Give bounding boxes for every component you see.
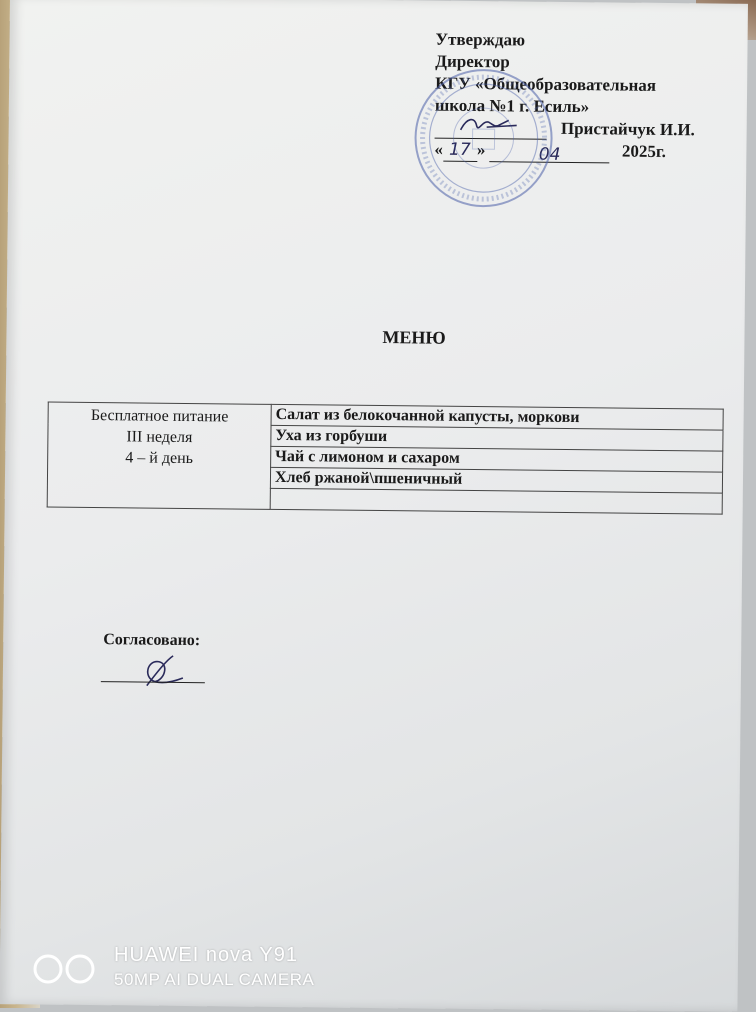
- agreed-signature-icon: [133, 651, 193, 692]
- category-week: III неделя: [126, 428, 193, 447]
- date-quote-close: »: [476, 140, 486, 160]
- dish-cell-empty: [270, 488, 722, 514]
- director-name: Пристайчук И.И.: [560, 118, 695, 140]
- dish-cell: Салат из белокочанной капусты, моркови: [271, 404, 723, 430]
- date-year: 2025г.: [621, 141, 667, 162]
- page-title: МЕНЮ: [382, 327, 446, 348]
- category-line: Бесплатное питание: [90, 407, 229, 426]
- menu-category-cell: [47, 402, 271, 509]
- dual-camera-logo-icon: [32, 952, 98, 986]
- approval-title: Утверждаю: [435, 29, 526, 50]
- approval-org-line2: школа №1 г. Есиль»: [434, 95, 590, 117]
- category-day: 4 – й день: [125, 449, 194, 468]
- watermark-brand: HUAWEI nova Y91: [114, 944, 298, 966]
- official-stamp-icon: [412, 66, 555, 209]
- date-quote-open: «: [434, 139, 444, 159]
- dish-cell: Чай с лимоном и сахаром: [271, 446, 723, 472]
- menu-table: [47, 402, 724, 515]
- dish-cell: Хлеб ржаной\пшеничный: [270, 467, 722, 493]
- agreed-label: Согласовано:: [103, 631, 201, 650]
- approval-position: Директор: [435, 51, 510, 72]
- date-day: 17: [443, 139, 477, 162]
- table-row: [48, 402, 723, 430]
- approval-org-line1: КГУ «Общеобразовательная: [435, 73, 657, 95]
- date-month: 04: [538, 144, 561, 165]
- dish-cell: Уха из горбуши: [271, 425, 723, 451]
- watermark-camera: 50MP AI DUAL CAMERA: [114, 970, 315, 989]
